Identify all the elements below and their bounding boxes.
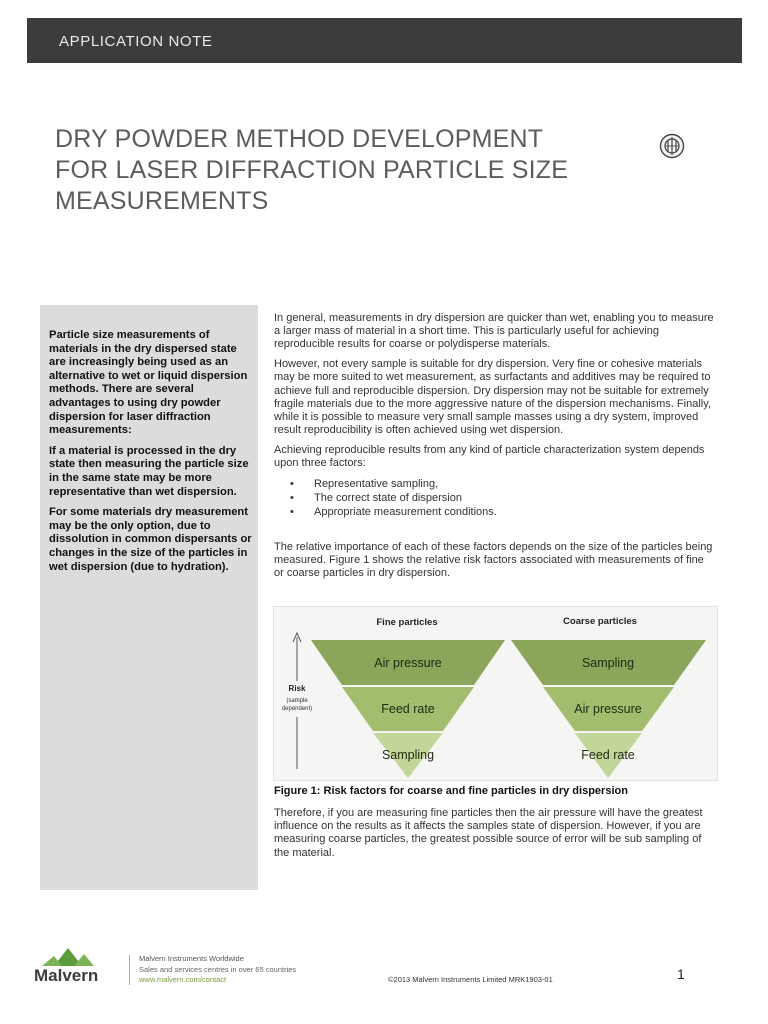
title-line-2: FOR LASER DIFFRACTION PARTICLE SIZE [55, 156, 569, 184]
footer-divider [129, 955, 130, 985]
coarse-level-2-label: Air pressure [574, 702, 642, 716]
conclusion-paragraph: Therefore, if you are measuring fine particles then the air pressure will have the greatest influence on the results as it affects the samples state of dispersion. However, if you are measuring coarse particles, the greatest possible source of error will be sub sampling of the material. [274, 807, 703, 859]
list-item: • Representative sampling, [274, 477, 716, 491]
main-paragraph-4: The relative importance of each of these factors depends on the size of the particles being measured. Figure 1 shows the relative risk factors associated with measurements of fine or coarse particles in dry dispersion. [274, 540, 713, 580]
header-bar [27, 18, 742, 63]
main-paragraph-1: In general, measurements in dry dispersion are quicker than wet, enabling you to measure a larger mass of material in a short time. This is particularly useful for achieving reproducible results for coarse or polydisperse materials. [274, 312, 714, 351]
application-note-label: APPLICATION NOTE [59, 33, 213, 50]
malvern-brand: Malvern [34, 966, 99, 985]
risk-sublabel-2: dependent) [281, 706, 313, 712]
risk-factor-figure [273, 606, 718, 781]
risk-factor-diagram [274, 607, 719, 782]
title-line-3: MEASUREMENTS [55, 187, 269, 215]
sidebar-paragraph-1: Particle size measurements of materials in the dry dispersed state are increasingly being used as an alternative to wet or liquid dispersion methods. There are several advantages to using dry powder dispersion for laser diffraction measurements: [49, 329, 248, 437]
main-paragraph-2: However, not every sample is suitable for dry dispersion. Very fine or cohesive materials may be more suited to wet measurement, as surfactants and additives may be required to achieve full and reproducible dispersion. Dry dispersion may not be suitable for extremely fragile materials due to the more aggressive nature of the dispersion mechanisms. Finally, while it is possible to measure very small sample masses using a dry system, improved result reproducibility is often achieved using wet dispersion. [274, 358, 711, 437]
sidebar-paragraph-3: For some materials dry measurement may be the only option, due to dissolution in common dispersants or changes in the size of the particles in wet dispersion (due to hydration). [49, 506, 252, 573]
instrument-logo-icon [659, 133, 685, 159]
title-line-1: DRY POWDER METHOD DEVELOPMENT [55, 125, 544, 153]
risk-label: Risk [288, 684, 306, 693]
fine-particles-title: Fine particles [376, 617, 438, 628]
coarse-level-1-label: Sampling [581, 656, 635, 670]
footer-contact-info [139, 954, 296, 986]
sidebar-paragraph-2: If a material is processed in the dry state then measuring the particle size in the same state may be more representative than wet dispersion. [49, 444, 249, 498]
page-title [55, 124, 615, 217]
sidebar-summary [40, 305, 258, 890]
coarse-level-3-label: Feed rate [581, 748, 635, 762]
page-number: 1 [677, 966, 685, 982]
fine-level-1-label: Air pressure [374, 656, 442, 670]
coarse-particles-title: Coarse particles [563, 616, 637, 627]
list-item: • The correct state of dispersion [274, 491, 716, 505]
footer-line-1: Malvern Instruments Worldwide [139, 954, 244, 963]
copyright-notice: ©2013 Malvern Instruments Limited MRK1903-01 [388, 975, 553, 984]
sidebar-text [49, 329, 254, 581]
fine-level-3-label: Sampling [381, 748, 435, 762]
list-item: • Appropriate measurement conditions. [274, 505, 716, 519]
main-paragraph-3: Achieving reproducible results from any kind of particle characterization system depends upon three factors: [274, 443, 705, 470]
fine-level-2-label: Feed rate [381, 702, 435, 716]
footer-line-2: Sales and services centres in over 65 countries [139, 964, 297, 974]
main-content [274, 312, 716, 587]
factors-list [274, 477, 716, 519]
risk-sublabel-1: (sample [286, 698, 308, 704]
footer-contact-link[interactable]: www.malvern.com/contact [139, 975, 227, 984]
figure-caption: Figure 1: Risk factors for coarse and fine particles in dry dispersion [274, 785, 628, 797]
